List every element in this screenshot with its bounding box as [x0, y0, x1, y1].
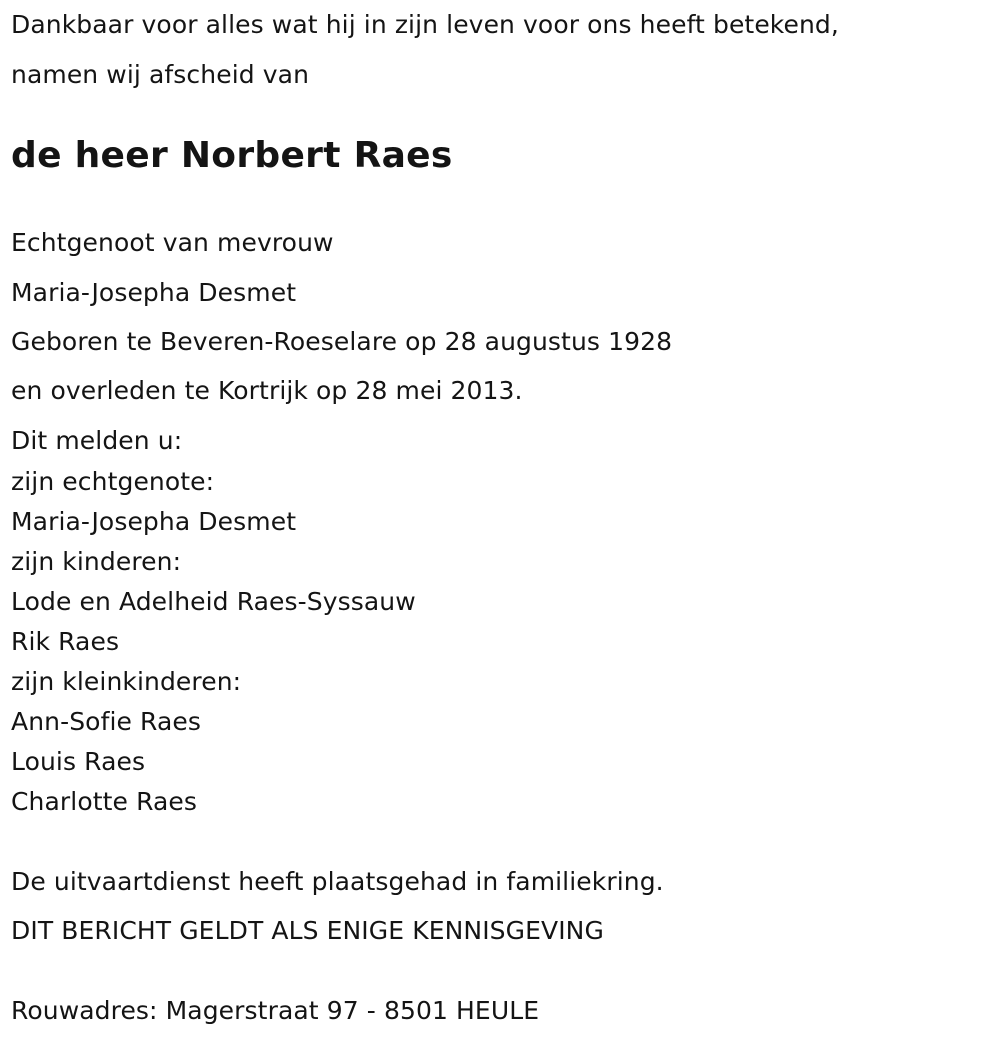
children-label: zijn kinderen:	[11, 547, 182, 576]
spouse-name: Maria-Josepha Desmet	[11, 278, 297, 307]
announced-by-heading: Dit melden u:	[11, 426, 183, 455]
grandchild-3: Charlotte Raes	[11, 787, 198, 816]
intro-line-1: Dankbaar voor alles wat hij in zijn leven voor ons heeft betekend,	[11, 10, 839, 39]
intro-line-2: namen wij afscheid van	[11, 60, 310, 89]
announced-spouse-label: zijn echtgenote:	[11, 467, 215, 496]
notice-statement: DIT BERICHT GELDT ALS ENIGE KENNISGEVING	[11, 916, 604, 945]
announced-spouse: Maria-Josepha Desmet	[11, 507, 297, 536]
mourning-address: Rouwadres: Magerstraat 97 - 8501 HEULE	[11, 996, 540, 1025]
child-2: Rik Raes	[11, 627, 120, 656]
deceased-name: de heer Norbert Raes	[11, 135, 453, 176]
grandchildren-label: zijn kleinkinderen:	[11, 667, 242, 696]
spouse-label: Echtgenoot van mevrouw	[11, 228, 334, 257]
death-info: en overleden te Kortrijk op 28 mei 2013.	[11, 376, 523, 405]
birth-info: Geboren te Beveren-Roeselare op 28 augustus 1928	[11, 327, 673, 356]
grandchild-1: Ann-Sofie Raes	[11, 707, 201, 736]
child-1: Lode en Adelheid Raes-Syssauw	[11, 587, 416, 616]
grandchild-2: Louis Raes	[11, 747, 146, 776]
funeral-info: De uitvaartdienst heeft plaatsgehad in familiekring.	[11, 867, 664, 896]
